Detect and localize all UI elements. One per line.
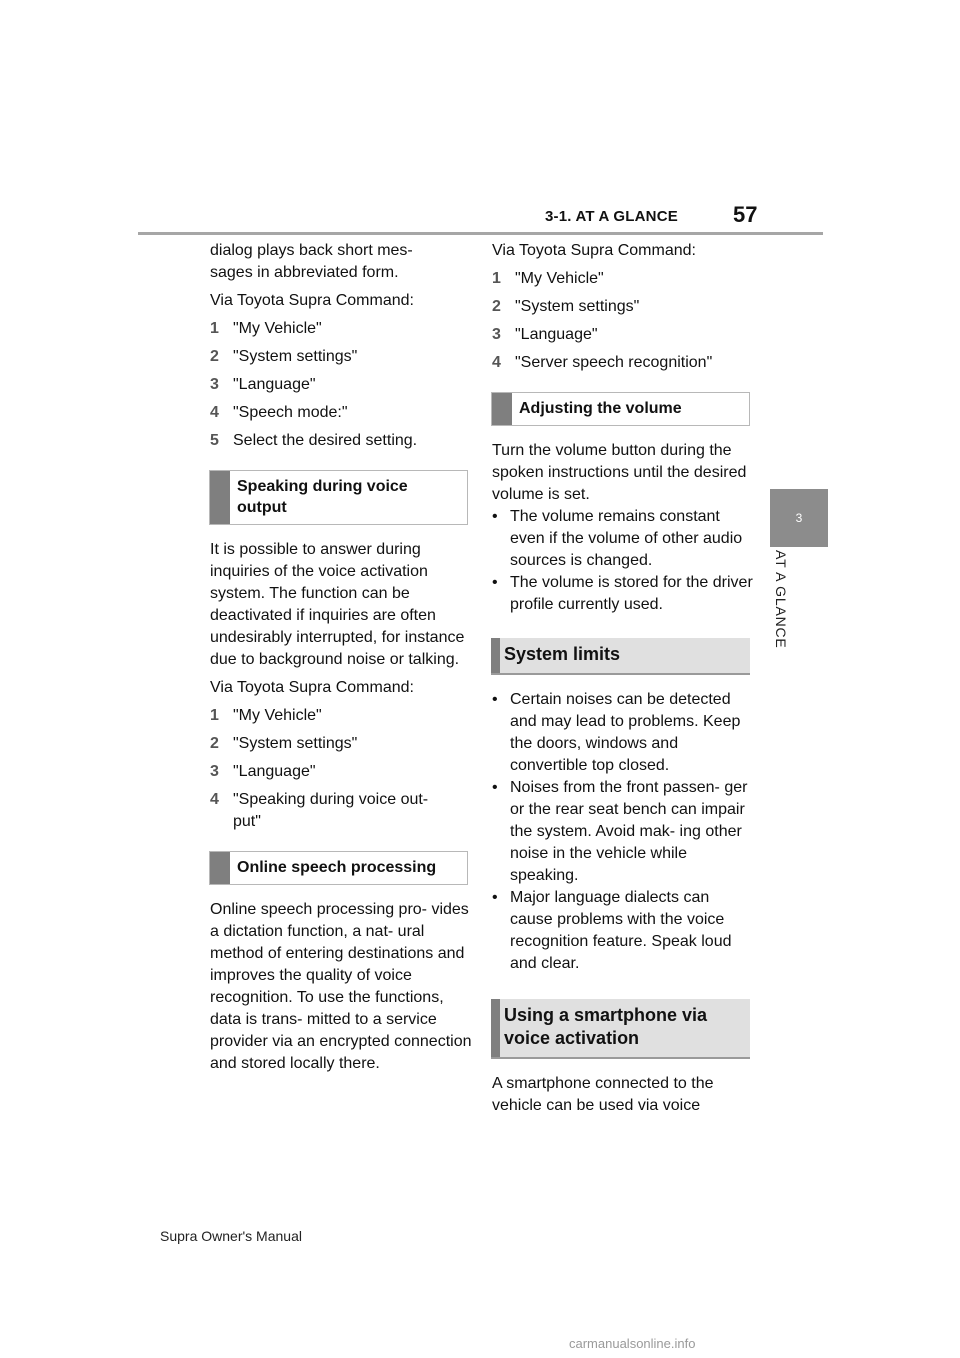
via-command-text: Via Toyota Supra Command:: [210, 679, 414, 696]
online-speech-paragraph: Online speech processing pro- vides a dictation function, a nat- ural method of entering destinations and improves the quality of voice recognition. To use the functions, data is trans- mitted to a service provider via an encrypted connection and stored locally there.: [210, 901, 472, 1072]
bullet-icon: •: [492, 508, 498, 525]
section-heading-using-smartphone: Using a smartphone via voice activation: [491, 999, 750, 1059]
volume-paragraph: Turn the volume button during the spoken instructions until the desired volume is set.: [492, 442, 747, 503]
chapter-tab: 3: [770, 489, 828, 547]
subheading-adjusting-the-volume: Adjusting the volume: [491, 392, 750, 426]
speaking-paragraph: It is possible to answer during inquiries of the voice activation system. The function can be deactivated if inquiries are often undesirably interrupted, for instance due to background noise or talking.: [210, 541, 465, 668]
bullet-icon: •: [492, 574, 498, 591]
bullet-icon: •: [492, 779, 498, 796]
footer-manual-name: Supra Owner's Manual: [160, 1228, 302, 1244]
via-command-text: Via Toyota Supra Command:: [210, 292, 414, 309]
chapter-tab-label: AT A GLANCE: [773, 550, 789, 649]
list-item: • The volume remains constant even if the volume of other audio sources is changed.: [492, 506, 754, 572]
right-column: [492, 240, 754, 1123]
step-item: 4 "Server speech recognition": [492, 354, 713, 371]
step-item: 1 "My Vehicle": [492, 270, 604, 287]
step-item: 2 "System settings": [492, 298, 640, 315]
step-item: 5 Select the desired setting.: [210, 432, 418, 449]
step-item: 2 "System settings": [210, 735, 358, 752]
bullet-icon: •: [492, 691, 498, 708]
list-item: • Noises from the front passen- ger or the rear seat bench can impair the system. Avoid mak- ing other noise in the vehicle while speaking.: [492, 777, 754, 887]
step-item: 2 "System settings": [210, 348, 358, 365]
watermark: carmanualsonline.info: [569, 1336, 696, 1351]
step-item: 3 "Language": [492, 326, 598, 343]
section-heading-system-limits: System limits: [491, 638, 750, 675]
step-item: 4 "Speech mode:": [210, 404, 348, 421]
left-column: [210, 240, 472, 1081]
step-item: 1 "My Vehicle": [210, 707, 322, 724]
list-item: • The volume is stored for the driver profile currently used.: [492, 572, 754, 616]
step-item: 3 "Language": [210, 763, 316, 780]
header-rule: [138, 232, 823, 235]
list-item: • Major language dialects can cause problems with the voice recognition feature. Speak loud and clear.: [492, 887, 754, 975]
step-item: 3 "Language": [210, 376, 316, 393]
bullet-icon: •: [492, 889, 498, 906]
subheading-speaking-during-voice-output: Speaking during voice output: [209, 470, 468, 525]
header-title: 3-1. AT A GLANCE: [545, 208, 678, 225]
list-item: • Certain noises can be detected and may lead to problems. Keep the doors, windows and convertible top closed.: [492, 689, 754, 777]
page-number: 57: [733, 202, 758, 227]
via-command-text: Via Toyota Supra Command:: [492, 242, 696, 259]
smartphone-paragraph: A smartphone connected to the vehicle can be used via voice: [492, 1075, 714, 1114]
subheading-online-speech-processing: Online speech processing: [209, 851, 468, 885]
intro-text: dialog plays back short mes- sages in abbreviated form.: [210, 242, 413, 281]
step-item: 1 "My Vehicle": [210, 320, 322, 337]
step-item: 4 "Speaking during voice out- put": [210, 791, 429, 830]
